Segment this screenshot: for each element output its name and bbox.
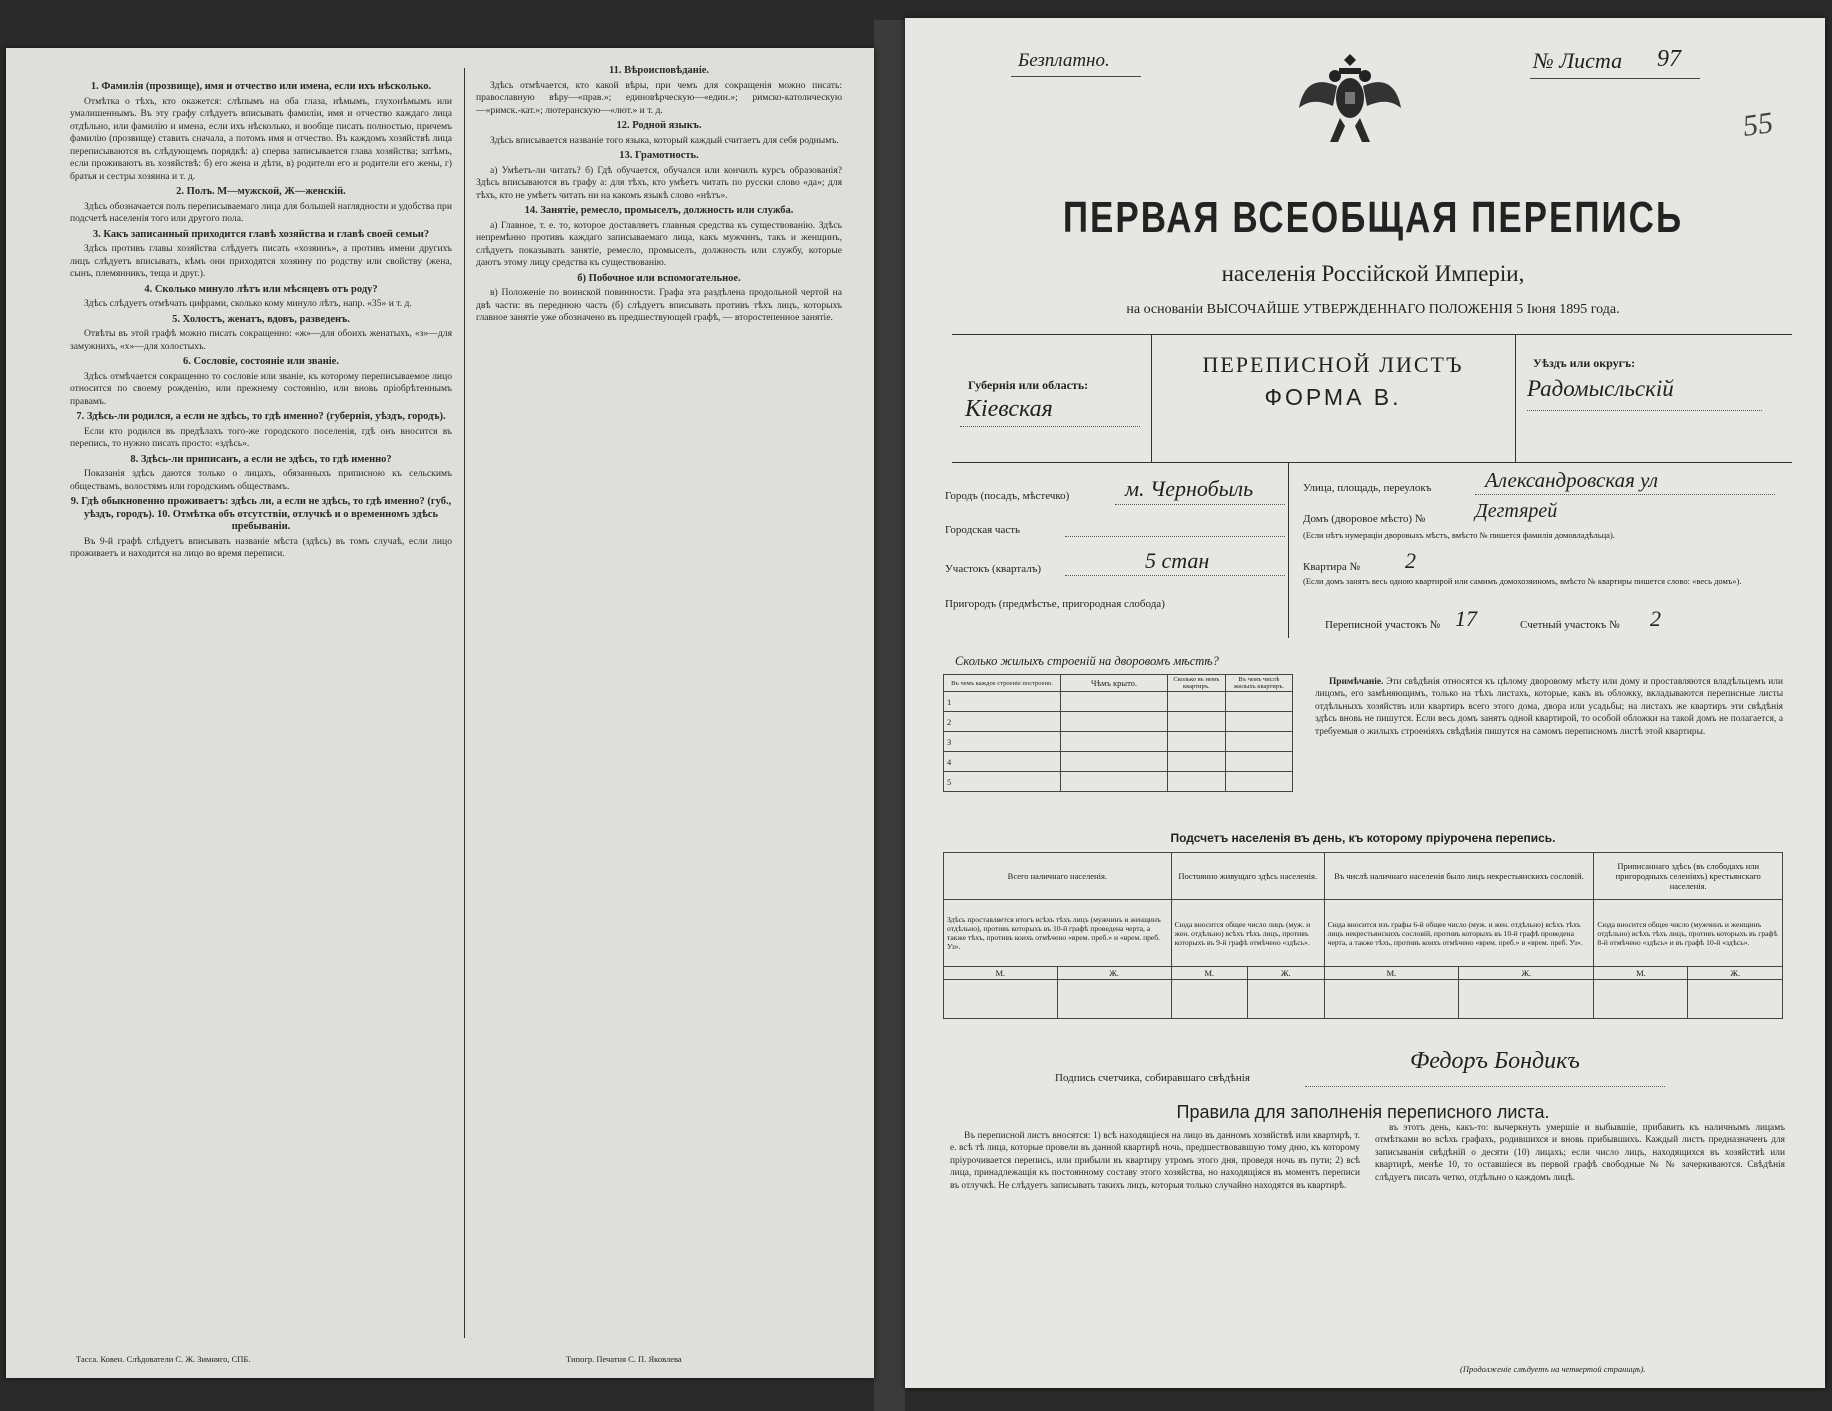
form-subtitle: ФОРМА В. (1264, 384, 1402, 410)
count-title: Подсчетъ населенія въ день, къ которому пріурочена перепись. (1170, 831, 1556, 845)
column-divider (464, 68, 465, 1338)
street-value: Александровская ул (1485, 468, 1659, 492)
section-text: Если кто родился въ предѣлахъ того-же городского поселенія, гдѣ онъ вносится въ перепись, то нужно писать просто: «здѣсь». (70, 425, 452, 449)
book-spine (874, 20, 905, 1411)
buildings-row-number: 3 (944, 732, 1061, 752)
section-text: Здѣсь вписывается названіе того языка, который каждый считаетъ для себя роднымъ. (490, 134, 839, 146)
census-basis: на основаніи ВЫСОЧАЙШЕ УТВЕРЖДЕННАГО ПОЛОЖЕНІЯ 5 Іюня 1895 года. (1126, 302, 1620, 317)
signature-value: Федоръ Бондикъ (1410, 1048, 1580, 1074)
buildings-row-number: 2 (944, 712, 1061, 732)
rules-title: Правила для заполненія переписного листа. (1176, 1102, 1550, 1122)
section-text: Здѣсь обозначается полъ переписываемаго лица для большей наглядности и удобства при подсчетѣ населенія того или другого пола. (70, 200, 452, 224)
left-page-instructions (6, 48, 874, 1378)
pop-desc-peasant: Сюда вносится общее число (мужчинъ и женщинъ отдѣльно) всѣхъ тѣхъ лицъ, противъ которыхъ въ графѣ 8-й отмѣчено «здѣсь» и въ графѣ 10-й «здѣсь». (1594, 900, 1783, 967)
census-plot-value: 17 (1455, 606, 1477, 631)
note-text: Эти свѣдѣнія относятся къ цѣлому дворовому мѣсту или дому и проставляются владѣльцемъ или лицомъ, его замѣняющимъ, только на тѣхъ листахъ, которые, какъ въ обложку, вкладываются переписные листы отдѣльныхъ хозяйствъ или квартиръ всего этого дома, двора или усадьбы; на листахъ же квартиръ эти свѣдѣнія здѣсь вновь не пишутся. Если весь домъ занятъ одной квартирой, то особой обложки на такой домъ не полагается, а требуемыя о жилыхъ строеніяхъ свѣдѣнія пишутся на самомъ переписномъ листѣ этой квартиры. (1315, 677, 1783, 737)
gubernia-underline (960, 426, 1140, 427)
free-underline (1011, 76, 1141, 77)
pop-desc-nonpeasant: Сюда вносится изъ графы 6-й общее число (муж. и жен. отдѣльно) всѣхъ тѣхъ лицъ некрестьянскихъ сословій, противъ которыхъ въ 10-й графѣ проведена черта, а также тѣхъ, противъ коихъ отмѣчено «врем. преб.» и «врем. преб. Уз». (1324, 900, 1594, 967)
section-heading: 12. Родной языкъ. (616, 120, 702, 131)
header-box-right (1515, 334, 1516, 462)
street-label: Улица, площадь, переулокъ (1303, 482, 1432, 494)
gubernia-value: Кіевская (965, 396, 1053, 422)
rules-column-2 (1375, 1122, 1785, 1352)
rules-text-1: Въ переписной листъ вносятся: 1) всѣ находящіеся на лицо въ данномъ хозяйствѣ или квартирѣ, т. е. всѣ тѣ лица, которые провели въ данной квартирѣ ночь, предшествовавшую тому дню, къ которому пріурочивается перепись, или прибыли въ квартиру утромъ этого дня, проведя ночь въ пути; 2) всѣ лица, принадлежащія къ постоянному составу этого хозяйства, но находящіяся въ моментъ переписи въ отлучкѣ. Не слѣдуетъ записывать такихъ лицъ, которыя только случайно находятся въ квартирѣ. (950, 1131, 1360, 1191)
address-divider (1288, 462, 1289, 638)
suburb-label: Пригородъ (предмѣстье, пригородная слобода) (945, 598, 1165, 610)
city-label: Городъ (посадъ, мѣстечко) (945, 490, 1070, 502)
section-text: Здѣсь противъ главы хозяйства слѣдуетъ писать «хозяинъ», а противъ имени другихъ лицъ слѣдуетъ вписывать, кѣмъ они приходятся хозяину по родству или свойству (жена, сынъ, племянникъ, теща и друг.). (70, 243, 452, 279)
buildings-header-roof: Чѣмъ крыто. (1061, 675, 1168, 692)
buildings-row-number: 1 (944, 692, 1061, 712)
section-heading: 7. Здѣсь-ли родился, а если не здѣсь, то гдѣ именно? (губернія, уѣздъ, городъ). (76, 411, 446, 422)
street-underline (1475, 494, 1775, 495)
house-note: (Если нѣтъ нумераціи дворовыхъ мѣстъ, вмѣсто № пишется фамилія домовладѣльца). (1303, 530, 1615, 540)
section-heading: 14. Занятіе, ремесло, промыселъ, должность или служба. (524, 205, 794, 216)
city-underline (1115, 504, 1285, 505)
section-text: а) Умѣетъ-ли читать? б) Гдѣ обучается, обучался или кончилъ курсъ образованія? Здѣсь вписываются въ графу а: для тѣхъ, кто умѣетъ читать по русски слово «да»; для тѣхъ, кто не умѣетъ читать ни на какомъ языкѣ слово «нѣтъ». (476, 164, 842, 201)
section-text: Показанія здѣсь даются только о лицахъ, обязанныхъ приписною къ сельскимъ обществамъ, волостямъ или городскимъ обществамъ. (70, 468, 452, 492)
instructions-column-1 (70, 78, 452, 1328)
count-plot-value: 2 (1650, 606, 1661, 631)
buildings-question: Сколько жилыхъ строеній на дворовомъ мѣстѣ? (955, 654, 1219, 668)
gubernia-label: Губернія или область: (968, 378, 1089, 392)
city-value: м. Чернобыль (1125, 476, 1254, 501)
pop-header-peasant: Приписаннаго здѣсь (въ слободахъ или пригородныхъ селеніяхъ) крестьянскаго населенія. (1594, 853, 1783, 900)
house-value: Дегтярей (1475, 500, 1558, 522)
section-text: Здѣсь отмѣчается, кто какой вѣры, при чемъ для сокращенія можно писать: православную вѣру—«прав.»; единовѣрческую—«един.»; римско-католическую—«римск.-кат.»; лютеранскую—«лют.» и т. д. (476, 79, 842, 116)
census-title: ПЕРВАЯ ВСЕОБЩАЯ ПЕРЕПИСЬ (1062, 193, 1684, 242)
section-text: Отвѣты въ этой графѣ можно писать сокращенно: «ж»—для обоихъ женатыхъ, «з»—для замужнихъ, «х»—для холостыхъ. (70, 328, 452, 352)
census-plot-label: Переписной участокъ № (1325, 619, 1441, 631)
buildings-row (944, 752, 1293, 772)
sheet-number-label: № Листа (1533, 48, 1623, 73)
buildings-row-number: 5 (944, 772, 1061, 792)
apartment-value: 2 (1405, 548, 1416, 573)
sex-f: Ж. (1248, 967, 1325, 980)
sheet-number-underline (1530, 78, 1700, 79)
rules-text-2: въ этотъ день, какъ-то: вычеркнуть умершіе и выбывшіе, прибавить къ наличнымъ лицамъ отмѣтками во всѣхъ графахъ, родившихся и вновь прибывшихъ. Каждый листъ предназначенъ для записыванія свѣдѣній о десяти (10) лицахъ; если число лицъ, находящихся въ хозяйствѣ или квартирѣ, менѣе 10, то оставшіеся въ первой графѣ свободные № № зачеркиваются. Свѣдѣнія слѣдуетъ писать четко, отдѣльно о каждомъ лицѣ. (1375, 1123, 1785, 1183)
apartment-note: (Если домъ занятъ весь одною квартирой или самимъ домохозяиномъ, вмѣсто № квартиры пишется слово: «весь домъ»). (1303, 576, 1742, 586)
sex-f: Ж. (1459, 967, 1594, 980)
signature-label: Подпись счетчика, собиравшаго свѣдѣнія (1055, 1072, 1250, 1084)
section-heading: б) Побочное или вспомогательное. (577, 272, 741, 284)
pop-desc-total: Здѣсь проставляется итогъ всѣхъ тѣхъ лицъ (мужчинъ и женщинъ отдѣльно), противъ которыхъ въ 10-й графѣ проведена черта, а также тѣхъ, противъ коихъ отмѣчено «врем. преб.» и «врем. преб. Уз». (944, 900, 1172, 967)
buildings-row-number: 4 (944, 752, 1061, 772)
buildings-row (944, 712, 1293, 732)
section-heading: 6. Сословіе, состояніе или званіе. (183, 356, 339, 367)
address-rule-top (952, 462, 1792, 463)
section-text: Здѣсь слѣдуетъ отмѣчать цифрами, сколько кому минуло лѣтъ, напр. «35» и т. д. (84, 298, 412, 309)
section-text: в) Положеніе по воинской повинности. Графа эта раздѣлена продольной чертой на двѣ части: въ переднюю часть (б) слѣдуетъ вписывать противъ тѣхъ лицъ, которыхъ главное занятіе уже обозначено въ предшествующей графѣ, — второстепенное занятіе. (476, 287, 842, 323)
uezd-value: Радомысльскій (1527, 376, 1674, 401)
district-value: 5 стан (1145, 548, 1210, 573)
section-heading: 8. Здѣсь-ли приписанъ, а если не здѣсь, то гдѣ именно? (130, 453, 392, 465)
buildings-row (944, 732, 1293, 752)
city-part-label: Городская часть (945, 524, 1021, 536)
rules-continued: (Продолженіе слѣдуетъ на четвертой страницѣ). (1460, 1364, 1646, 1374)
footer-left: Тасса. Ковен. Слѣдователи С. Ж. Зимняго, СПБ. (76, 1354, 251, 1364)
note-title: Примѣчаніе. (1329, 677, 1384, 687)
form-title: ПЕРЕПИСНОЙ ЛИСТЪ (1202, 352, 1464, 377)
apartment-label: Квартира № (1303, 561, 1360, 573)
rules-column-1 (950, 1130, 1360, 1380)
pop-desc-permanent: Сюда вносится общее число лицъ (муж. и жен. отдѣльно) всѣхъ тѣхъ лицъ, противъ которыхъ въ 9-й графѣ отмѣчено «здѣсь». (1171, 900, 1324, 967)
sex-m: М. (1171, 967, 1247, 980)
buildings-header-apartments: Сколько въ немъ квартиръ. (1168, 675, 1226, 692)
section-heading: 5. Холостъ, женатъ, вдовъ, разведенъ. (172, 313, 350, 325)
city-part-underline (1065, 536, 1285, 537)
house-label: Домъ (дворовое мѣсто) № (1303, 513, 1426, 525)
census-subtitle: населенія Россійской Имперіи, (1221, 261, 1525, 286)
header-rule-top (952, 334, 1792, 335)
sex-f: Ж. (1057, 967, 1171, 980)
section-heading: 13. Грамотность. (619, 150, 699, 161)
section-heading: 2. Полъ. М—мужской, Ж—женскій. (176, 186, 346, 197)
buildings-header-living: Въ чемъ числѣ жилыхъ квартиръ. (1225, 675, 1292, 692)
uezd-underline (1527, 410, 1762, 411)
district-label: Участокъ (кварталъ) (945, 563, 1042, 575)
imperial-eagle-emblem (1295, 46, 1405, 156)
right-page-census-form (905, 18, 1825, 1388)
count-plot-label: Счетный участокъ № (1520, 619, 1620, 631)
section-heading: 9. Гдѣ обыкновенно проживаетъ: здѣсь ли, а если не здѣсь, то гдѣ именно? (губ., уѣздъ, городъ). 10. Отмѣтка объ отсутствіи, отлучкѣ и о временномъ здѣсь пребываніи. (70, 496, 452, 532)
sheet-number-value: 97 (1657, 46, 1681, 72)
section-text: Въ 9-й графѣ слѣдуетъ вписывать названіе мѣста (здѣсь) въ томъ случаѣ, если лицо проживаетъ и находится на лицо во время переписи. (70, 535, 452, 559)
section-heading: 11. Вѣроисповѣданіе. (608, 65, 710, 76)
uezd-label: Уѣздъ или округъ: (1533, 356, 1636, 370)
buildings-header-material: Въ чемъ каждое строеніе построено. (944, 675, 1061, 692)
section-heading: 4. Сколько минуло лѣтъ или мѣсяцевъ отъ роду? (144, 283, 378, 295)
free-label: Безплатно. (1018, 50, 1110, 71)
section-text: Отмѣтка о тѣхъ, кто окажется: слѣпымъ на оба глаза, нѣмымъ, глухонѣмымъ или умалишеннымъ. Въ эту графу слѣдуетъ вписывать фамиліи, имя и отчество каждаго лица отдѣльно, или фамилію и имена, если ихъ нѣсколько, и вообще писать полностью, причемъ фамилію (прозвище) ставить сначала, а потомъ имя и отчество. Въ каждомъ хозяйствѣ лица переписываются въ слѣдующемъ порядкѣ: а) сперва записывается глава хозяйства; затѣмъ, если проживаютъ въ хозяйствѣ: б) его жена и дѣти, в) родители его и родители его жены, г) братья и сестры хозяина и т. д. (70, 95, 452, 182)
population-table (943, 852, 1783, 1019)
sex-f: Ж. (1688, 967, 1783, 980)
pop-header-permanent: Постоянно живущаго здѣсь населенія. (1171, 853, 1324, 900)
pop-header-total: Всего наличнаго населенія. (944, 853, 1172, 900)
buildings-row (944, 772, 1293, 792)
section-heading: 3. Какъ записанный приходится главѣ хозяйства и главѣ своей семьи? (92, 228, 430, 240)
buildings-note (1315, 676, 1783, 738)
sex-m: М. (1324, 967, 1459, 980)
buildings-row (944, 692, 1293, 712)
footer-right: Типогр. Печатня С. П. Яковлева (566, 1354, 682, 1364)
signature-underline (1305, 1086, 1665, 1087)
instructions-column-2 (476, 62, 842, 1312)
section-text: а) Главное, т. е. то, которое доставляетъ главныя средства къ существованію. Здѣсь непремѣнно противъ каждаго записываемаго лица, какъ мужчинъ, такъ и женщинъ, слѣдуетъ показывать занятіе, ремесло, промыселъ, должность или службу, которые даютъ этому лицу средства къ существованію. (476, 219, 842, 268)
section-text: Здѣсь отмѣчается сокращенно то сословіе или званіе, къ которому переписываемое лицо относится по своему рожденію, или прежнему состоянію, или вновь пріобрѣтеннымъ правамъ. (70, 370, 452, 407)
sex-m: М. (1594, 967, 1688, 980)
district-underline (1065, 575, 1285, 576)
archive-corner-number: 55 (1740, 106, 1776, 143)
sex-m: М. (944, 967, 1058, 980)
buildings-table (943, 674, 1293, 792)
section-heading: 1. Фамилія (прозвище), имя и отчество или имена, если ихъ нѣсколько. (90, 81, 432, 92)
pop-header-nonpeasant: Въ числѣ наличнаго населенія было лицъ некрестьянскихъ сословій. (1324, 853, 1594, 900)
